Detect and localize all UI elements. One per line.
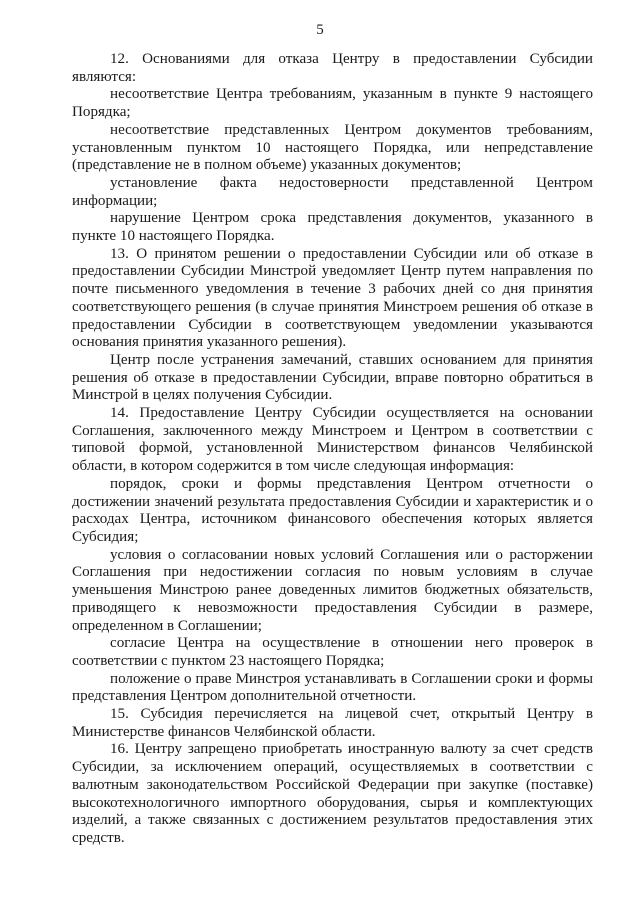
- paragraph-12-item-2: несоответствие представленных Центром документов требованиям, установленным пунктом 10 настоящего Порядка, или непредставление (представление не в полном объеме) указанных документов;: [72, 121, 593, 174]
- paragraph-14-item-2: условия о согласовании новых условий Соглашения или о расторжении Соглашения при недостижении согласия по новым условиям в случае уменьшения Минстрою ранее доведенных лимитов бюджетных обязательств, приводящего к невозможности предоставления Субсидии в размере, определенном в Соглашении;: [72, 546, 593, 634]
- paragraph-12-item-1: несоответствие Центра требованиям, указанным в пункте 9 настоящего Порядка;: [72, 86, 593, 121]
- page-number: 5: [316, 22, 324, 38]
- paragraph-14-item-1: порядок, сроки и формы представления Центром отчетности о достижении значений результата предоставления Субсидии и характеристик и о расходах Центра, источником финансового обеспечения которых является Субсидия;: [72, 475, 593, 545]
- paragraph-14-item-4: положение о праве Минстроя устанавливать в Соглашении сроки и формы представления Центром дополнительной отчетности.: [72, 670, 593, 705]
- paragraph-16: 16. Центру запрещено приобретать иностранную валюту за счет средств Субсидии, за исключением операций, осуществляемых в соответствии с валютным законодательством Российской Федерации при закупке (поставке) высокотехнологичного импортного оборудования, сырья и комплектующих изделий, а также связанных с достижением результатов предоставления этих средств.: [72, 741, 593, 846]
- paragraph-12-item-4: нарушение Центром срока представления документов, указанного в пункте 10 настоящего Порядка.: [72, 210, 593, 245]
- paragraph-14-item-3: согласие Центра на осуществление в отношении него проверок в соответствии с пунктом 23 настоящего Порядка;: [72, 635, 593, 669]
- paragraph-13: 13. О принятом решении о предоставлении Субсидии или об отказе в предоставлении Субсидии Минстрой уведомляет Центр путем направления по почте письменного уведомления в течение 3 рабочих дней со дня принятия соответствующего решения (в случае принятия Минстроем решения об отказе в предоставлении Субсидии в соответствующем уведомлении указываются основания принятия указанного решения).: [72, 245, 593, 351]
- paragraph-12-item-3: установление факта недостоверности представленной Центром информации;: [72, 174, 593, 209]
- document-body: [72, 51, 593, 848]
- paragraph-15: 15. Субсидия перечисляется на лицевой счет, открытый Центру в Министерстве финансов Челябинской области.: [72, 706, 593, 740]
- paragraph-13-continuation: Центр после устранения замечаний, ставших основанием для принятия решения об отказе в предоставлении Субсидии, вправе повторно обратиться в Минстрой в целях получения Субсидии.: [72, 351, 593, 404]
- paragraph-14: 14. Предоставление Центру Субсидии осуществляется на основании Соглашения, заключенного между Минстроем и Центром в соответствии с типовой формой, установленной Министерством финансов Челябинской области, в котором содержится в том числе следующая информация:: [72, 405, 593, 475]
- paragraph-12: 12. Основаниями для отказа Центру в предоставлении Субсидии являются:: [72, 51, 593, 85]
